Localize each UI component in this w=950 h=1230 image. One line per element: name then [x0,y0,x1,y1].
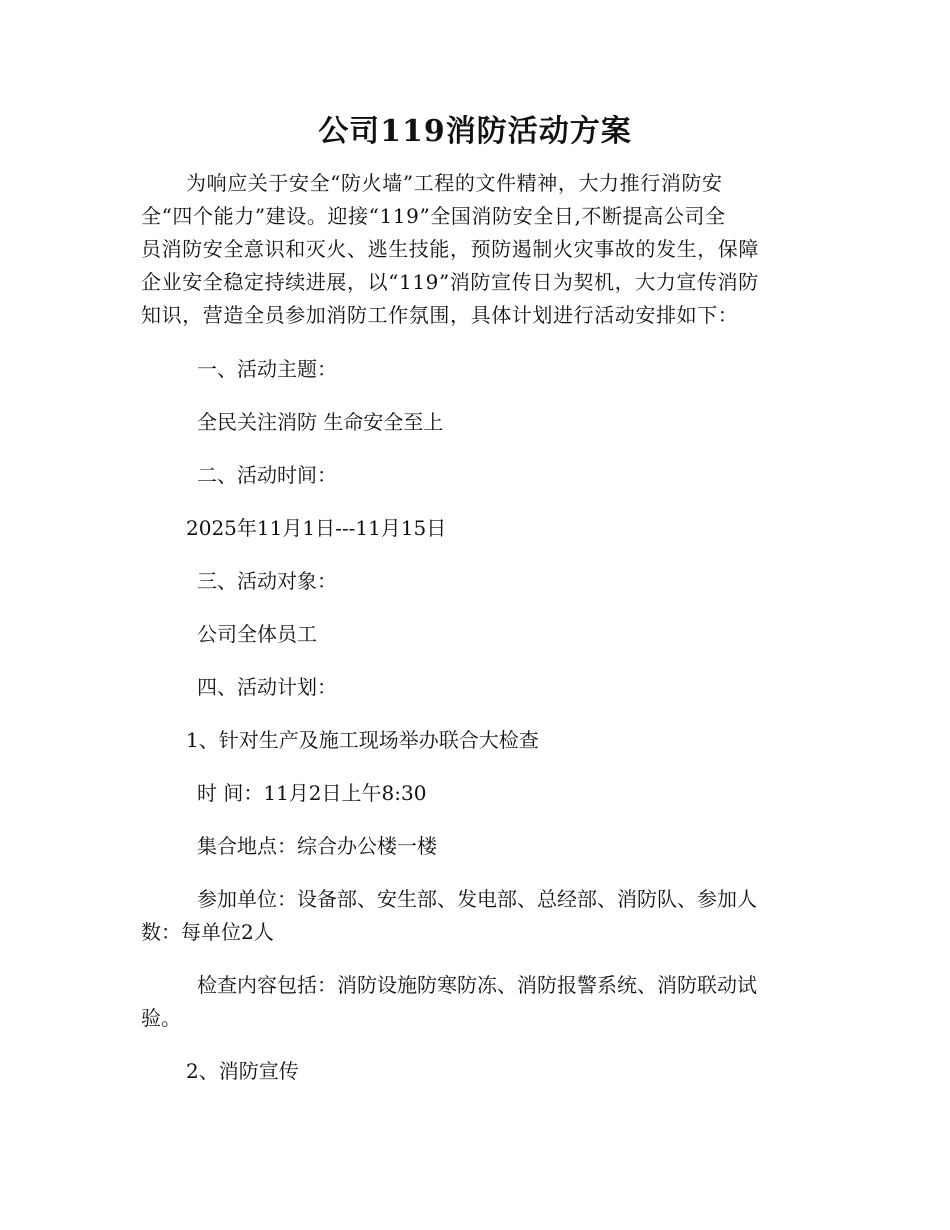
intro-line-3: 员消防安全意识和灭火、逃生技能，预防遏制火灾事故的发生，保障 [141,237,759,261]
section-heading-time: 二、活动时间： [197,463,337,487]
plan-item-1-title: 1、针对生产及施工现场举办联合大检查 [186,728,539,752]
section-heading-plan: 四、活动计划： [197,675,337,699]
plan-item-2-title: 2、消防宣传 [186,1059,299,1083]
intro-line-2: 全“四个能力”建设。迎接“119”全国消防安全日,不断提高公司全 [141,204,726,228]
target-text: 公司全体员工 [197,622,317,646]
plan-item-1-content-line-2: 验。 [141,1006,181,1030]
activity-time-text: 2025年11月1日---11月15日 [186,516,447,540]
plan-item-1-units-line-2: 数：每单位2人 [141,920,274,944]
plan-item-1-units-line-1: 参加单位：设备部、安生部、发电部、总经部、消防队、参加人 [197,887,757,911]
document-title: 公司119消防活动方案 [318,114,632,149]
plan-item-1-time: 时 间：11月2日上午8:30 [197,781,427,805]
intro-line-1: 为响应关于安全“防火墙”工程的文件精神，大力推行消防安 [186,171,723,195]
intro-line-5: 知识，营造全员参加消防工作氛围，具体计划进行活动安排如下： [141,303,739,327]
intro-line-4: 企业安全稳定持续进展，以“119”消防宣传日为契机，大力宣传消防 [141,270,759,294]
plan-item-1-content-line-1: 检查内容包括：消防设施防寒防冻、消防报警系统、消防联动试 [197,973,757,997]
theme-text: 全民关注消防 生命安全至上 [197,410,444,434]
plan-item-1-place: 集合地点：综合办公楼一楼 [197,834,437,858]
section-heading-theme: 一、活动主题： [197,357,337,381]
section-heading-target: 三、活动对象： [197,569,337,593]
